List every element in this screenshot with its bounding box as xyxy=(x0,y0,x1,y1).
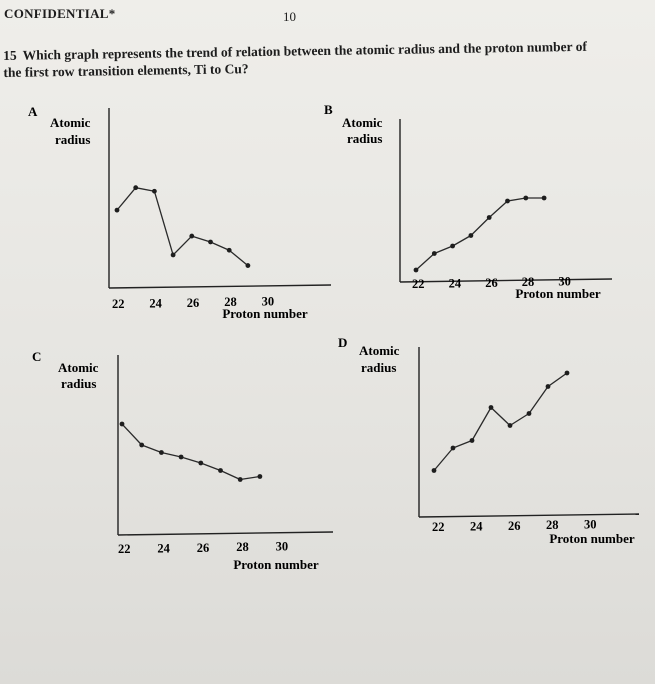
option-c-point-28 xyxy=(238,477,243,482)
option-d-point-22 xyxy=(432,468,437,473)
option-a-point-29 xyxy=(246,263,251,268)
option-a-point-27 xyxy=(208,240,213,245)
option-b-point-25 xyxy=(469,233,474,238)
option-b-ylabel-1: Atomic xyxy=(342,115,383,130)
option-c-point-22 xyxy=(120,422,125,427)
option-a-point-23 xyxy=(133,185,138,190)
option-d-x-tick-30: 30 xyxy=(584,517,597,532)
option-c-ylabel-2: radius xyxy=(61,376,97,391)
option-d-svg xyxy=(334,335,654,555)
option-a-x-tick-30: 30 xyxy=(261,294,275,309)
option-c-svg xyxy=(28,345,328,575)
option-b-x-tick-28: 28 xyxy=(521,275,535,290)
option-b-series-line xyxy=(416,198,544,270)
option-d-ylabel-1: Atomic xyxy=(359,343,400,358)
option-d-x-label: Proton number xyxy=(549,531,635,546)
option-b-letter: B xyxy=(324,102,333,117)
option-b-point-27 xyxy=(505,199,510,204)
option-a-x-tick-22: 22 xyxy=(112,297,125,311)
option-a-svg xyxy=(20,100,320,330)
option-b-x-tick-26: 26 xyxy=(485,275,498,290)
option-b-ylabel-2: radius xyxy=(347,131,383,146)
option-d-point-25 xyxy=(489,405,494,410)
option-a-graph[interactable] xyxy=(20,100,320,330)
option-b-x-tick-24: 24 xyxy=(448,276,462,291)
option-d-point-27 xyxy=(527,411,532,416)
option-c-x-tick-24: 24 xyxy=(157,541,170,556)
option-d-ylabel-2: radius xyxy=(361,360,397,375)
option-d-x-tick-22: 22 xyxy=(432,520,445,534)
option-d-point-26 xyxy=(508,423,513,428)
option-b-graph[interactable] xyxy=(320,100,620,310)
option-c-point-25 xyxy=(179,455,184,460)
option-d-point-28 xyxy=(546,384,551,389)
option-c-point-24 xyxy=(159,450,164,455)
option-b-svg xyxy=(320,100,620,310)
option-c-x-tick-28: 28 xyxy=(236,540,249,555)
option-b-x-axis xyxy=(400,279,612,282)
option-c-point-27 xyxy=(218,468,223,473)
option-a-series-line xyxy=(117,188,248,266)
option-a-point-26 xyxy=(189,234,194,239)
question-text: Which graph represents the trend of relation between the atomic radius and the proton number of the first row transition elements, Ti to Cu? xyxy=(3,38,588,80)
option-c-letter: C xyxy=(32,349,42,364)
option-c-point-29 xyxy=(258,474,263,479)
option-d-x-tick-28: 28 xyxy=(546,518,559,533)
option-d-letter: D xyxy=(338,335,348,350)
option-d-x-tick-26: 26 xyxy=(508,518,521,533)
option-a-point-24 xyxy=(152,189,157,194)
option-d-point-29 xyxy=(565,371,570,376)
option-c-x-tick-26: 26 xyxy=(196,540,210,555)
confidential-header: CONFIDENTIAL* xyxy=(4,6,116,21)
option-a-ylabel-2: radius xyxy=(55,132,91,147)
option-a-point-22 xyxy=(115,208,120,213)
option-a-x-axis xyxy=(109,285,331,288)
option-d-point-23 xyxy=(451,446,456,451)
question-number: 15 xyxy=(3,47,17,63)
option-a-ylabel-1: Atomic xyxy=(50,115,91,130)
option-a-x-tick-28: 28 xyxy=(224,295,237,310)
option-c-x-tick-30: 30 xyxy=(275,539,289,554)
option-c-series-line xyxy=(122,424,260,480)
option-d-point-24 xyxy=(470,438,475,443)
option-a-x-label: Proton number xyxy=(222,306,308,321)
option-c-x-label: Proton number xyxy=(233,557,319,572)
option-b-point-24 xyxy=(450,244,455,249)
option-c-point-23 xyxy=(139,443,144,448)
option-c-graph[interactable] xyxy=(28,345,328,575)
option-d-x-axis xyxy=(419,514,639,517)
option-c-ylabel-1: Atomic xyxy=(58,360,99,375)
option-a-x-tick-24: 24 xyxy=(149,296,162,311)
option-d-x-tick-24: 24 xyxy=(470,519,483,534)
option-b-point-26 xyxy=(487,215,492,220)
option-b-point-28 xyxy=(523,196,528,201)
option-c-x-axis xyxy=(118,532,333,535)
option-d-graph[interactable] xyxy=(334,335,654,555)
option-a-x-tick-26: 26 xyxy=(186,295,200,310)
option-c-point-26 xyxy=(198,461,203,466)
option-a-point-28 xyxy=(227,248,232,253)
option-c-x-tick-22: 22 xyxy=(118,542,131,556)
option-b-point-29 xyxy=(542,196,547,201)
option-b-point-23 xyxy=(432,251,437,256)
option-b-x-tick-22: 22 xyxy=(412,277,425,291)
option-a-point-25 xyxy=(171,253,176,258)
page-number: 10 xyxy=(283,9,296,24)
option-b-point-22 xyxy=(414,268,419,273)
option-b-x-tick-30: 30 xyxy=(558,274,571,289)
option-b-x-label: Proton number xyxy=(515,286,601,301)
option-a-letter: A xyxy=(28,104,38,119)
